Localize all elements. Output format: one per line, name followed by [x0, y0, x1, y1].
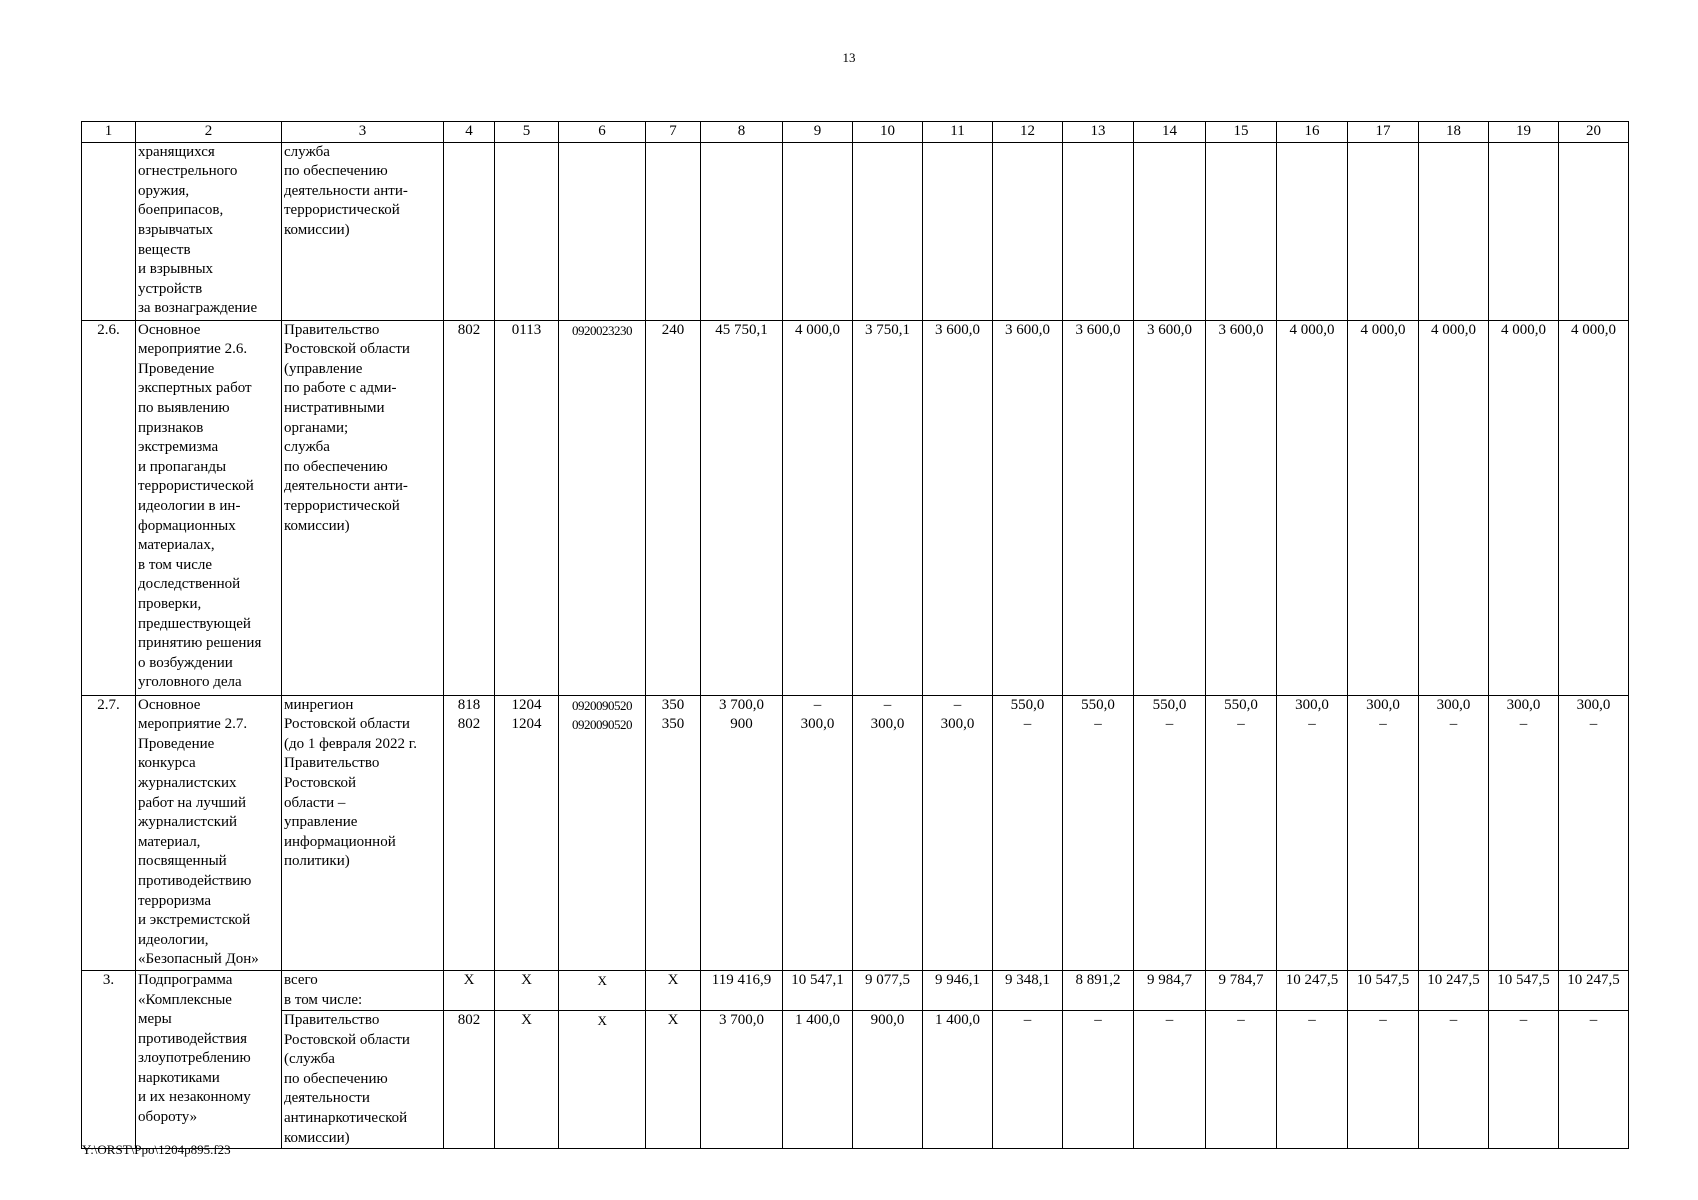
- amount-cell-col-12: [993, 695, 1063, 970]
- target-article-cell: [559, 320, 646, 695]
- grbs-cell: [444, 142, 495, 320]
- section-code-cell: [495, 1011, 559, 1149]
- measure-name-cell-line: за вознаграждение: [138, 300, 258, 317]
- amount-cell-col-9: [783, 1011, 853, 1149]
- measure-name-cell-line: хранящихся: [138, 143, 215, 160]
- amount-cell-col-15-line: –: [1237, 716, 1245, 733]
- measure-name-cell-line: злоупотреблению: [138, 1050, 251, 1067]
- amount-cell-col-12: [993, 142, 1063, 320]
- target-article-cell: [559, 695, 646, 970]
- amount-cell-col-19: [1489, 142, 1559, 320]
- measure-name-cell-line: работ на лучший: [138, 794, 246, 811]
- column-header-17: 17: [1348, 122, 1419, 143]
- measure-name-cell-line: наркотиками: [138, 1069, 220, 1086]
- amount-cell-col-16-line: 300,0: [1295, 696, 1329, 713]
- measure-name-cell-line: Основное: [138, 696, 201, 713]
- amount-cell-col-12: [993, 1011, 1063, 1149]
- target-article-cell-line: Х: [597, 972, 607, 988]
- amount-cell-col-17-line: 300,0: [1366, 696, 1400, 713]
- amount-cell-col-19-line: –: [1519, 1012, 1528, 1029]
- measure-name-cell-line: огнестрельного: [138, 163, 238, 180]
- measure-name-cell-line: Проведение: [138, 360, 215, 377]
- measure-name-cell-line: боеприпасов,: [138, 202, 224, 219]
- amount-cell-col-19-line: 300,0: [1506, 696, 1541, 713]
- amount-cell-col-18: [1419, 1011, 1489, 1149]
- amount-cell-col-13-line: 3 600,0: [1075, 321, 1121, 338]
- executor-cell: [282, 695, 444, 970]
- amount-cell-col-20: [1559, 142, 1629, 320]
- executor-cell-line: террористической: [284, 497, 400, 514]
- executor-cell-line: органами;: [284, 419, 349, 436]
- table-row: [82, 320, 1629, 695]
- executor-cell-line: области –: [284, 794, 346, 811]
- column-header-9: 9: [783, 122, 853, 143]
- amount-cell-col-17: [1348, 695, 1419, 970]
- target-article-cell-line: 0920090520: [572, 717, 632, 733]
- amount-cell-col-14-line: 9 984,7: [1147, 971, 1192, 988]
- measure-name-cell-line: конкурса: [138, 755, 196, 772]
- amount-cell-col-9: [783, 142, 853, 320]
- measure-name-cell-line: идеологии,: [138, 931, 209, 948]
- amount-cell-col-8: [701, 320, 783, 695]
- section-code-cell: [495, 320, 559, 695]
- amount-cell-col-18-line: –: [1449, 716, 1458, 733]
- measure-name-cell-line: экстремизма: [138, 439, 219, 456]
- column-header-8: 8: [701, 122, 783, 143]
- amount-cell-col-12-line: –: [1023, 716, 1032, 733]
- amount-cell-col-12: [993, 970, 1063, 1010]
- section-code-cell-line: 1204: [511, 696, 542, 713]
- amount-cell-col-18: [1419, 320, 1489, 695]
- amount-cell-col-13-line: –: [1094, 1012, 1102, 1029]
- amount-cell-col-12-line: 9 348,1: [1005, 971, 1050, 988]
- amount-cell-col-10-line: 3 750,1: [865, 321, 910, 338]
- expense-type-cell-line: Х: [667, 1012, 679, 1029]
- measure-name-cell-line: террористической: [138, 478, 254, 495]
- amount-cell-col-16: [1277, 695, 1348, 970]
- amount-cell-col-14-line: –: [1165, 716, 1174, 733]
- amount-cell-col-11: [923, 970, 993, 1010]
- column-header-11: 11: [923, 122, 993, 143]
- amount-cell-col-12: [993, 320, 1063, 695]
- row-number-cell: 2.7.: [82, 695, 136, 970]
- executor-cell-line: деятельности: [284, 1090, 370, 1107]
- amount-cell-col-14: [1134, 970, 1206, 1010]
- executor-cell: [282, 142, 444, 320]
- executor-cell-line: Ростовской области: [284, 341, 410, 358]
- measure-name-cell-line: веществ: [138, 241, 191, 258]
- grbs-cell-line: 802: [457, 1012, 481, 1029]
- amount-cell-col-11-line: –: [953, 696, 962, 713]
- expense-type-cell: [646, 695, 701, 970]
- amount-cell-col-10: [853, 695, 923, 970]
- executor-cell-line: (управление: [284, 360, 363, 377]
- amount-cell-col-9-line: 4 000,0: [795, 321, 840, 338]
- table-row: [82, 1011, 1629, 1149]
- measure-name-cell-line: противодействию: [138, 872, 252, 889]
- measure-name-cell-line: и взрывных: [138, 261, 214, 278]
- executor-cell: [282, 970, 444, 1010]
- target-article-cell: [559, 970, 646, 1010]
- amount-cell-col-13: [1063, 970, 1134, 1010]
- amount-cell-col-8: [701, 1011, 783, 1149]
- executor-cell-line: Правительство: [284, 1012, 380, 1029]
- expense-type-cell: [646, 142, 701, 320]
- footer-file-path: Y:\ORST\Ppo\1204p895.f23: [82, 1142, 231, 1157]
- amount-cell-col-18-line: 300,0: [1436, 696, 1471, 713]
- column-header-5: 5: [495, 122, 559, 143]
- amount-cell-col-16-line: –: [1308, 1012, 1316, 1029]
- executor-cell-line: политики): [284, 853, 350, 870]
- target-article-cell-line: 0920023230: [572, 322, 632, 338]
- executor-cell-line: террористической: [284, 202, 400, 219]
- amount-cell-col-8-line: 3 700,0: [719, 1012, 764, 1029]
- amount-cell-col-15-line: 9 784,7: [1218, 971, 1264, 988]
- measure-name-cell-line: Подпрограмма: [138, 971, 233, 988]
- column-header-13: 13: [1063, 122, 1134, 143]
- amount-cell-col-18-line: –: [1449, 1012, 1458, 1029]
- amount-cell-col-20-line: 300,0: [1576, 696, 1611, 713]
- executor-cell-line: Ростовской области: [284, 1031, 410, 1048]
- page-number: 13: [842, 50, 856, 65]
- amount-cell-col-9: [783, 320, 853, 695]
- section-code-cell: [495, 970, 559, 1010]
- measure-name-cell-line: о возбуждении: [138, 654, 233, 671]
- amount-cell-col-9: [783, 695, 853, 970]
- amount-cell-col-13: [1063, 320, 1134, 695]
- grbs-cell: [444, 1011, 495, 1149]
- amount-cell-col-8: [701, 695, 783, 970]
- amount-cell-col-20: [1559, 1011, 1629, 1149]
- column-header-6: 6: [559, 122, 646, 143]
- executor-cell-line: по работе с адми-: [284, 380, 397, 397]
- measure-name-cell-line: и экстремистской: [138, 912, 251, 929]
- section-code-cell: [495, 695, 559, 970]
- amount-cell-col-19-line: 4 000,0: [1501, 321, 1546, 338]
- executor-cell-line: (служба: [284, 1051, 335, 1068]
- amount-cell-col-15: [1206, 320, 1277, 695]
- executor-cell-line: в том числе:: [284, 991, 363, 1008]
- row-number-cell: 2.6.: [82, 320, 136, 695]
- measure-name-cell-line: мероприятие 2.6.: [138, 341, 248, 358]
- amount-cell-col-14: [1134, 142, 1206, 320]
- executor-cell-line: антинаркотической: [284, 1110, 408, 1127]
- measure-name-cell: [136, 320, 282, 695]
- measure-name-cell-line: по выявлению: [138, 399, 230, 416]
- amount-cell-col-16-line: 10 247,5: [1285, 971, 1339, 988]
- amount-cell-col-18-line: 4 000,0: [1431, 321, 1476, 338]
- executor-cell-line: деятельности анти-: [284, 478, 408, 495]
- amount-cell-col-16: [1277, 142, 1348, 320]
- amount-cell-col-11-line: 1 400,0: [935, 1012, 980, 1029]
- amount-cell-col-13: [1063, 695, 1134, 970]
- executor-cell-line: по обеспечению: [284, 163, 388, 180]
- amount-cell-col-8-line: 900: [730, 716, 753, 733]
- amount-cell-col-18: [1419, 970, 1489, 1010]
- column-header-1: 1: [82, 122, 136, 143]
- executor-cell-line: управление: [284, 814, 358, 831]
- amount-cell-col-16: [1277, 1011, 1348, 1149]
- measure-name-cell-line: материалах,: [138, 537, 215, 554]
- amount-cell-col-13: [1063, 1011, 1134, 1149]
- amount-cell-col-10-line: 300,0: [870, 716, 905, 733]
- amount-cell-col-10: [853, 1011, 923, 1149]
- amount-cell-col-8-line: 3 700,0: [719, 696, 764, 713]
- grbs-cell-line: Х: [463, 971, 475, 988]
- amount-cell-col-11-line: 3 600,0: [935, 321, 980, 338]
- amount-cell-col-18-line: 10 247,5: [1427, 971, 1480, 988]
- measure-name-cell-line: формационных: [138, 517, 236, 534]
- section-code-cell-line: 0113: [511, 321, 542, 338]
- grbs-cell: [444, 320, 495, 695]
- amount-cell-col-13-line: 8 891,2: [1075, 971, 1121, 988]
- amount-cell-col-20-line: 10 247,5: [1567, 971, 1620, 988]
- measure-name-cell-line: обороту»: [138, 1109, 198, 1126]
- amount-cell-col-8: [701, 142, 783, 320]
- column-header-12: 12: [993, 122, 1063, 143]
- executor-cell-line: комиссии): [284, 517, 350, 534]
- amount-cell-col-18: [1419, 142, 1489, 320]
- measure-name-cell: [136, 695, 282, 970]
- measure-name-cell-line: посвященный: [138, 853, 227, 870]
- amount-cell-col-16: [1277, 320, 1348, 695]
- expense-type-cell: [646, 320, 701, 695]
- amount-cell-col-8-line: 119 416,9: [711, 971, 772, 988]
- amount-cell-col-11: [923, 695, 993, 970]
- executor-cell-line: комиссии): [284, 221, 350, 238]
- measure-name-cell-line: принятию решения: [138, 635, 262, 652]
- table-row: [82, 970, 1629, 1010]
- amount-cell-col-11-line: 9 946,1: [935, 971, 980, 988]
- amount-cell-col-20-line: 4 000,0: [1571, 321, 1616, 338]
- amount-cell-col-16-line: 4 000,0: [1289, 321, 1335, 338]
- section-code-cell-line: 1204: [511, 716, 542, 733]
- amount-cell-col-9-line: 10 547,1: [791, 971, 844, 988]
- amount-cell-col-15-line: –: [1237, 1012, 1245, 1029]
- amount-cell-col-14-line: 550,0: [1152, 696, 1187, 713]
- amount-cell-col-10-line: 900,0: [870, 1012, 905, 1029]
- executor-cell-line: служба: [284, 143, 330, 160]
- amount-cell-col-19: [1489, 320, 1559, 695]
- amount-cell-col-16: [1277, 970, 1348, 1010]
- executor-cell-line: нистративными: [284, 399, 385, 416]
- amount-cell-col-10-line: –: [883, 696, 892, 713]
- grbs-cell: [444, 695, 495, 970]
- table-row: [82, 142, 1629, 320]
- amount-cell-col-14: [1134, 695, 1206, 970]
- amount-cell-col-17-line: –: [1379, 1012, 1387, 1029]
- measure-name-cell-line: в том числе: [138, 556, 213, 573]
- amount-cell-col-12-line: 550,0: [1010, 696, 1045, 713]
- target-article-cell: [559, 142, 646, 320]
- amount-cell-col-13-line: –: [1094, 716, 1102, 733]
- executor-cell: [282, 1011, 444, 1149]
- executor-cell: [282, 320, 444, 695]
- amount-cell-col-8-line: 45 750,1: [715, 321, 768, 338]
- amount-cell-col-16-line: –: [1308, 716, 1316, 733]
- executor-cell-line: информационной: [284, 833, 396, 850]
- column-header-19: 19: [1489, 122, 1559, 143]
- column-header-10: 10: [853, 122, 923, 143]
- section-code-cell: [495, 142, 559, 320]
- executor-cell-line: Правительство: [284, 755, 380, 772]
- grbs-cell-line: 818: [457, 696, 481, 713]
- target-article-cell-line: Х: [597, 1013, 607, 1029]
- amount-cell-col-11-line: 300,0: [940, 716, 975, 733]
- amount-cell-col-15: [1206, 970, 1277, 1010]
- measure-name-cell: [136, 970, 282, 1148]
- measure-name-cell-line: устройств: [138, 280, 203, 297]
- column-header-16: 16: [1277, 122, 1348, 143]
- expense-type-cell-line: 240: [661, 321, 685, 338]
- measure-name-cell-line: уголовного дела: [138, 674, 242, 691]
- grbs-cell: [444, 970, 495, 1010]
- amount-cell-col-20: [1559, 695, 1629, 970]
- column-header-2: 2: [136, 122, 282, 143]
- amount-cell-col-13: [1063, 142, 1134, 320]
- amount-cell-col-11: [923, 320, 993, 695]
- measure-name-cell-line: журналистских: [138, 774, 237, 791]
- amount-cell-col-11: [923, 142, 993, 320]
- measure-name-cell-line: и пропаганды: [138, 458, 227, 475]
- executor-cell-line: Ростовской: [284, 774, 357, 791]
- amount-cell-col-19: [1489, 695, 1559, 970]
- column-header-15: 15: [1206, 122, 1277, 143]
- measure-name-cell-line: предшествующей: [138, 615, 251, 632]
- amount-cell-col-17-line: –: [1379, 716, 1387, 733]
- amount-cell-col-10: [853, 142, 923, 320]
- amount-cell-col-19-line: –: [1519, 716, 1528, 733]
- amount-cell-col-8: [701, 970, 783, 1010]
- measure-name-cell-line: Основное: [138, 321, 201, 338]
- executor-cell-line: всего: [284, 971, 318, 988]
- measure-name-cell-line: терроризма: [138, 892, 212, 909]
- amount-cell-col-14: [1134, 1011, 1206, 1149]
- column-header-14: 14: [1134, 122, 1206, 143]
- table-row: [82, 695, 1629, 970]
- measure-name-cell-line: взрывчатых: [138, 221, 214, 238]
- expense-type-cell-line: Х: [667, 971, 679, 988]
- grbs-cell-line: 802: [457, 321, 481, 338]
- amount-cell-col-14: [1134, 320, 1206, 695]
- target-article-cell-line: 0920090520: [572, 697, 632, 713]
- expense-type-cell: [646, 1011, 701, 1149]
- executor-cell-line: по обеспечению: [284, 1070, 388, 1087]
- executor-cell-line: (до 1 февраля 2022 г.: [284, 735, 417, 752]
- amount-cell-col-19-line: 10 547,5: [1497, 971, 1550, 988]
- amount-cell-col-17: [1348, 970, 1419, 1010]
- amount-cell-col-20-line: –: [1589, 1012, 1598, 1029]
- executor-cell-line: деятельности анти-: [284, 182, 408, 199]
- executor-cell-line: по обеспечению: [284, 458, 388, 475]
- amount-cell-col-10: [853, 320, 923, 695]
- expense-type-cell-line: 350: [661, 716, 685, 733]
- amount-cell-col-9-line: 1 400,0: [795, 1012, 840, 1029]
- amount-cell-col-19: [1489, 970, 1559, 1010]
- amount-cell-col-10: [853, 970, 923, 1010]
- measure-name-cell-line: мероприятие 2.7.: [138, 716, 248, 733]
- measure-name-cell-line: меры: [138, 1011, 172, 1028]
- amount-cell-col-20: [1559, 970, 1629, 1010]
- row-number-cell: 3.: [82, 970, 136, 1148]
- column-header-18: 18: [1419, 122, 1489, 143]
- amount-cell-col-20: [1559, 320, 1629, 695]
- amount-cell-col-9-line: –: [813, 696, 822, 713]
- amount-cell-col-12-line: –: [1023, 1012, 1032, 1029]
- column-header-7: 7: [646, 122, 701, 143]
- executor-cell-line: минрегион: [284, 696, 354, 713]
- amount-cell-col-17: [1348, 320, 1419, 695]
- header-row: [82, 122, 1629, 143]
- measure-name-cell-line: Проведение: [138, 735, 215, 752]
- amount-cell-col-15-line: 550,0: [1224, 696, 1258, 713]
- target-article-cell: [559, 1011, 646, 1149]
- column-header-20: 20: [1559, 122, 1629, 143]
- measure-name-cell-line: журналистский: [138, 814, 238, 831]
- measure-name-cell-line: «Комплексные: [138, 991, 232, 1008]
- column-header-4: 4: [444, 122, 495, 143]
- measure-name-cell-line: доследственной: [138, 576, 241, 593]
- amount-cell-col-17: [1348, 142, 1419, 320]
- amount-cell-col-11: [923, 1011, 993, 1149]
- executor-cell-line: Правительство: [284, 321, 380, 338]
- amount-cell-col-13-line: 550,0: [1081, 696, 1115, 713]
- measure-name-cell-line: «Безопасный Дон»: [138, 951, 259, 968]
- amount-cell-col-15-line: 3 600,0: [1218, 321, 1264, 338]
- grbs-cell-line: 802: [457, 716, 481, 733]
- amount-cell-col-17-line: 4 000,0: [1360, 321, 1406, 338]
- amount-cell-col-12-line: 3 600,0: [1005, 321, 1050, 338]
- amount-cell-col-14-line: –: [1165, 1012, 1174, 1029]
- row-number-cell: [82, 142, 136, 320]
- section-code-cell-line: Х: [521, 971, 532, 988]
- measure-name-cell-line: материал,: [138, 833, 201, 850]
- executor-cell-line: комиссии): [284, 1129, 350, 1146]
- amount-cell-col-9-line: 300,0: [800, 716, 835, 733]
- budget-table: [81, 121, 1629, 1149]
- amount-cell-col-15: [1206, 695, 1277, 970]
- amount-cell-col-15: [1206, 1011, 1277, 1149]
- expense-type-cell-line: 350: [661, 696, 685, 713]
- section-code-cell-line: Х: [521, 1012, 532, 1029]
- amount-cell-col-10-line: 9 077,5: [865, 971, 910, 988]
- measure-name-cell-line: противодействия: [138, 1030, 247, 1047]
- executor-cell-line: Ростовской области: [284, 716, 410, 733]
- measure-name-cell: [136, 142, 282, 320]
- amount-cell-col-18: [1419, 695, 1489, 970]
- amount-cell-col-15: [1206, 142, 1277, 320]
- executor-cell-line: служба: [284, 439, 330, 456]
- amount-cell-col-9: [783, 970, 853, 1010]
- amount-cell-col-14-line: 3 600,0: [1147, 321, 1192, 338]
- measure-name-cell-line: идеологии в ин-: [138, 497, 241, 514]
- amount-cell-col-17: [1348, 1011, 1419, 1149]
- amount-cell-col-20-line: –: [1589, 716, 1598, 733]
- measure-name-cell-line: оружия,: [138, 182, 190, 199]
- amount-cell-col-17-line: 10 547,5: [1356, 971, 1410, 988]
- amount-cell-col-19: [1489, 1011, 1559, 1149]
- column-header-3: 3: [282, 122, 444, 143]
- measure-name-cell-line: и их незаконному: [138, 1089, 251, 1106]
- measure-name-cell-line: признаков: [138, 419, 204, 436]
- measure-name-cell-line: проверки,: [138, 595, 202, 612]
- measure-name-cell-line: экспертных работ: [138, 380, 252, 397]
- expense-type-cell: [646, 970, 701, 1010]
